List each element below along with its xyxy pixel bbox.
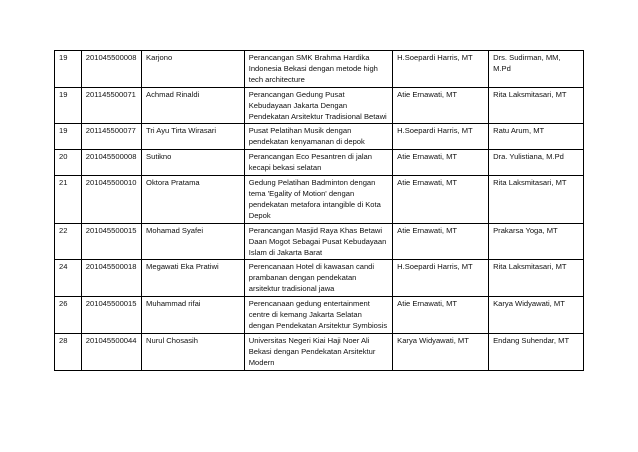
cell-supervisor-2: Rita Laksmitasari, MT — [489, 260, 584, 297]
cell-name: Achmad Rinaldi — [142, 87, 245, 124]
cell-supervisor-1: H.Soepardi Harris, MT — [393, 260, 489, 297]
cell-supervisor-2: Drs. Sudirman, MM, M.Pd — [489, 51, 584, 88]
table-row — [55, 223, 584, 260]
cell-title: Perancangan SMK Brahma Hardika Indonesia Bekasi dengan metode high tech architecture — [244, 51, 392, 88]
table-row — [55, 333, 584, 370]
cell-no: 19 — [55, 124, 82, 150]
cell-supervisor-2: Rita Laksmitasari, MT — [489, 176, 584, 224]
cell-supervisor-1: Atie Ernawati, MT — [393, 176, 489, 224]
cell-nim: 201045500010 — [81, 176, 141, 224]
cell-nim: 201045500015 — [81, 223, 141, 260]
cell-supervisor-1: Karya Widyawati, MT — [393, 333, 489, 370]
cell-supervisor-2: Ratu Arum, MT — [489, 124, 584, 150]
cell-name: Oktora Pratama — [142, 176, 245, 224]
cell-title: Pusat Pelatihan Musik dengan pendekatan kenyamanan di depok — [244, 124, 392, 150]
cell-title: Perancangan Gedung Pusat Kebudayaan Jakarta Dengan Pendekatan Arsitektur Tradisional Betawi — [244, 87, 392, 124]
cell-title: Perencanaan gedung entertainment centre di kemang Jakarta Selatan dengan Pendekatan Arsitektur Symbiosis — [244, 297, 392, 334]
cell-supervisor-1: Atie Ernawati, MT — [393, 223, 489, 260]
cell-no: 20 — [55, 150, 82, 176]
table-row — [55, 260, 584, 297]
table-row — [55, 297, 584, 334]
cell-name: Sutikno — [142, 150, 245, 176]
cell-name: Nurul Chosasih — [142, 333, 245, 370]
cell-no: 19 — [55, 87, 82, 124]
cell-supervisor-2: Prakarsa Yoga, MT — [489, 223, 584, 260]
cell-name: Muhammad rifai — [142, 297, 245, 334]
thesis-table — [54, 50, 584, 371]
cell-nim: 201145500071 — [81, 87, 141, 124]
cell-no: 24 — [55, 260, 82, 297]
cell-supervisor-1: H.Soepardi Harris, MT — [393, 51, 489, 88]
cell-title: Gedung Pelatihan Badminton dengan tema 'Egality of Motion' dengan pendekatan metafora intangible di Kota Depok — [244, 176, 392, 224]
table-row — [55, 51, 584, 88]
cell-name: Mohamad Syafei — [142, 223, 245, 260]
cell-no: 19 — [55, 51, 82, 88]
cell-supervisor-2: Dra. Yulistiana, M.Pd — [489, 150, 584, 176]
table-row — [55, 124, 584, 150]
cell-no: 28 — [55, 333, 82, 370]
table-row — [55, 176, 584, 224]
cell-supervisor-2: Karya Widyawati, MT — [489, 297, 584, 334]
cell-title: Perancangan Eco Pesantren di jalan kecapi bekasi selatan — [244, 150, 392, 176]
cell-nim: 201145500077 — [81, 124, 141, 150]
table-row — [55, 150, 584, 176]
cell-name: Megawati Eka Pratiwi — [142, 260, 245, 297]
cell-title: Perencanaan Hotel di kawasan candi prambanan dengan pendekatan arsitektur tradisional jawa — [244, 260, 392, 297]
cell-nim: 201045500015 — [81, 297, 141, 334]
cell-nim: 201045500008 — [81, 150, 141, 176]
cell-no: 21 — [55, 176, 82, 224]
cell-title: Universitas Negeri Kiai Haji Noer Ali Bekasi dengan Pendekatan Arsitektur Modern — [244, 333, 392, 370]
cell-supervisor-1: Atie Ernawati, MT — [393, 150, 489, 176]
cell-no: 22 — [55, 223, 82, 260]
cell-supervisor-2: Rita Laksmitasari, MT — [489, 87, 584, 124]
cell-supervisor-1: Atie Ernawati, MT — [393, 297, 489, 334]
cell-title: Perancangan Masjid Raya Khas Betawi Daan Mogot Sebagai Pusat Kebudayaan Islam di Jakarta Barat — [244, 223, 392, 260]
cell-name: Karjono — [142, 51, 245, 88]
cell-nim: 201045500018 — [81, 260, 141, 297]
cell-supervisor-1: Atie Ernawati, MT — [393, 87, 489, 124]
cell-supervisor-2: Endang Suhendar, MT — [489, 333, 584, 370]
cell-name: Tri Ayu Tirta Wirasari — [142, 124, 245, 150]
cell-no: 26 — [55, 297, 82, 334]
table-row — [55, 87, 584, 124]
cell-nim: 201045500044 — [81, 333, 141, 370]
cell-supervisor-1: H.Soepardi Harris, MT — [393, 124, 489, 150]
cell-nim: 201045500008 — [81, 51, 141, 88]
